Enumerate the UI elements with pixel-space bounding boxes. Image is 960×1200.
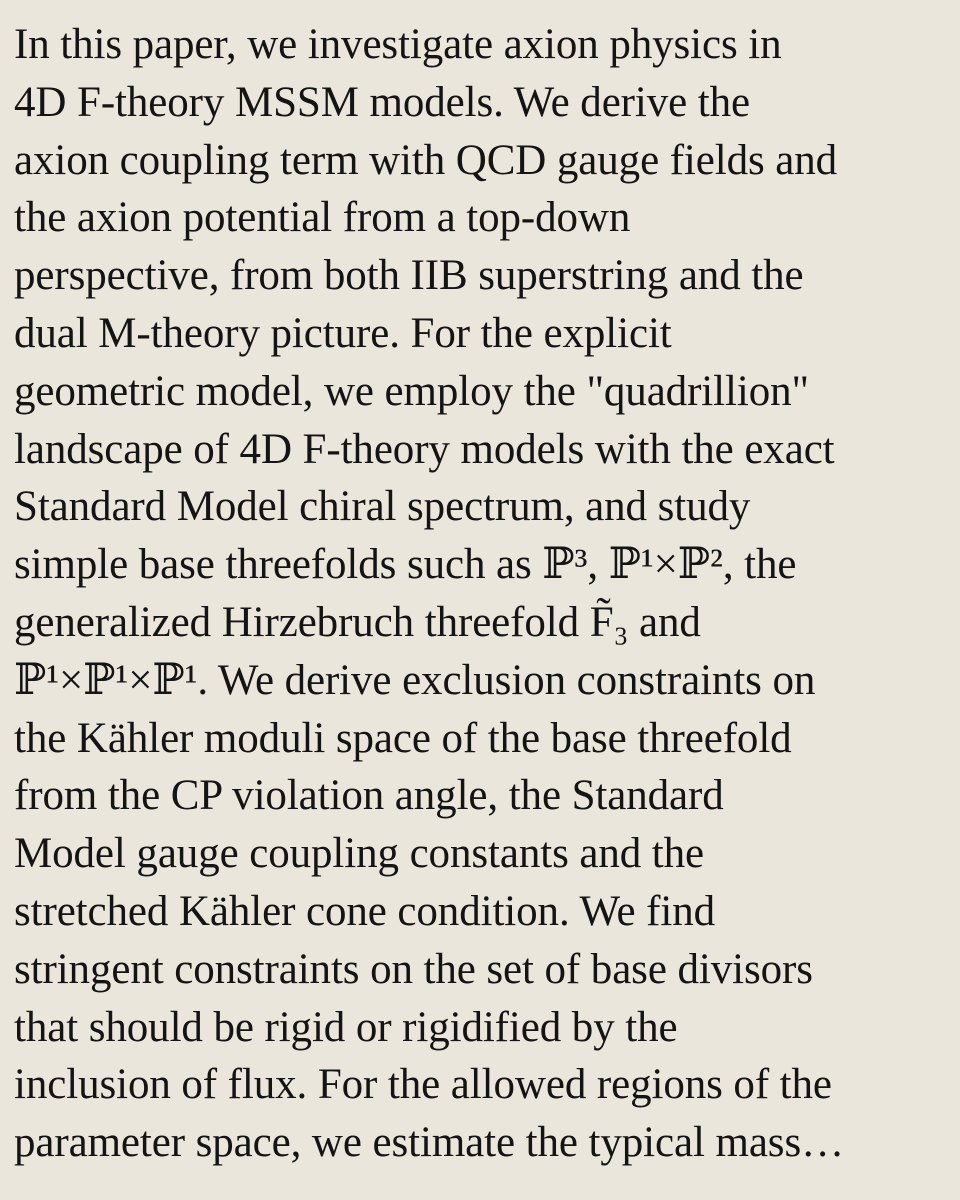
abstract-line: axion coupling term with QCD gauge fields and xyxy=(14,136,838,184)
abstract-line: generalized Hirzebruch threefold F̃₃ and xyxy=(14,598,701,646)
abstract-line: the axion potential from a top-down xyxy=(14,194,631,242)
abstract-text xyxy=(14,16,946,1172)
abstract-line: ℙ¹×ℙ¹×ℙ¹. We derive exclusion constraints on xyxy=(14,656,816,704)
abstract-line: perspective, from both IIB superstring and the xyxy=(14,252,804,300)
abstract-line: the Kähler moduli space of the base threefold xyxy=(14,714,792,762)
abstract-line: In this paper, we investigate axion physics in xyxy=(14,21,782,68)
abstract-line: inclusion of flux. For the allowed regions of the xyxy=(14,1061,832,1109)
abstract-line: 4D F-theory MSSM models. We derive the xyxy=(14,78,751,126)
abstract-line: dual M-theory picture. For the explicit xyxy=(14,309,672,357)
abstract-line: stretched Kähler cone condition. We find xyxy=(14,887,716,935)
abstract-line: parameter space, we estimate the typical mass… xyxy=(14,1119,844,1167)
abstract-line: simple base threefolds such as ℙ³, ℙ¹×ℙ², the xyxy=(14,541,797,589)
abstract-line: stringent constraints on the set of base divisors xyxy=(14,945,813,993)
abstract-line: that should be rigid or rigidified by the xyxy=(14,1003,678,1051)
abstract-line: from the CP violation angle, the Standard xyxy=(14,772,724,820)
abstract-line: geometric model, we employ the "quadrillion" xyxy=(14,367,809,415)
abstract-line: landscape of 4D F-theory models with the exact xyxy=(14,425,835,473)
abstract-line: Standard Model chiral spectrum, and study xyxy=(14,483,751,531)
abstract-line: Model gauge coupling constants and the xyxy=(14,830,705,878)
